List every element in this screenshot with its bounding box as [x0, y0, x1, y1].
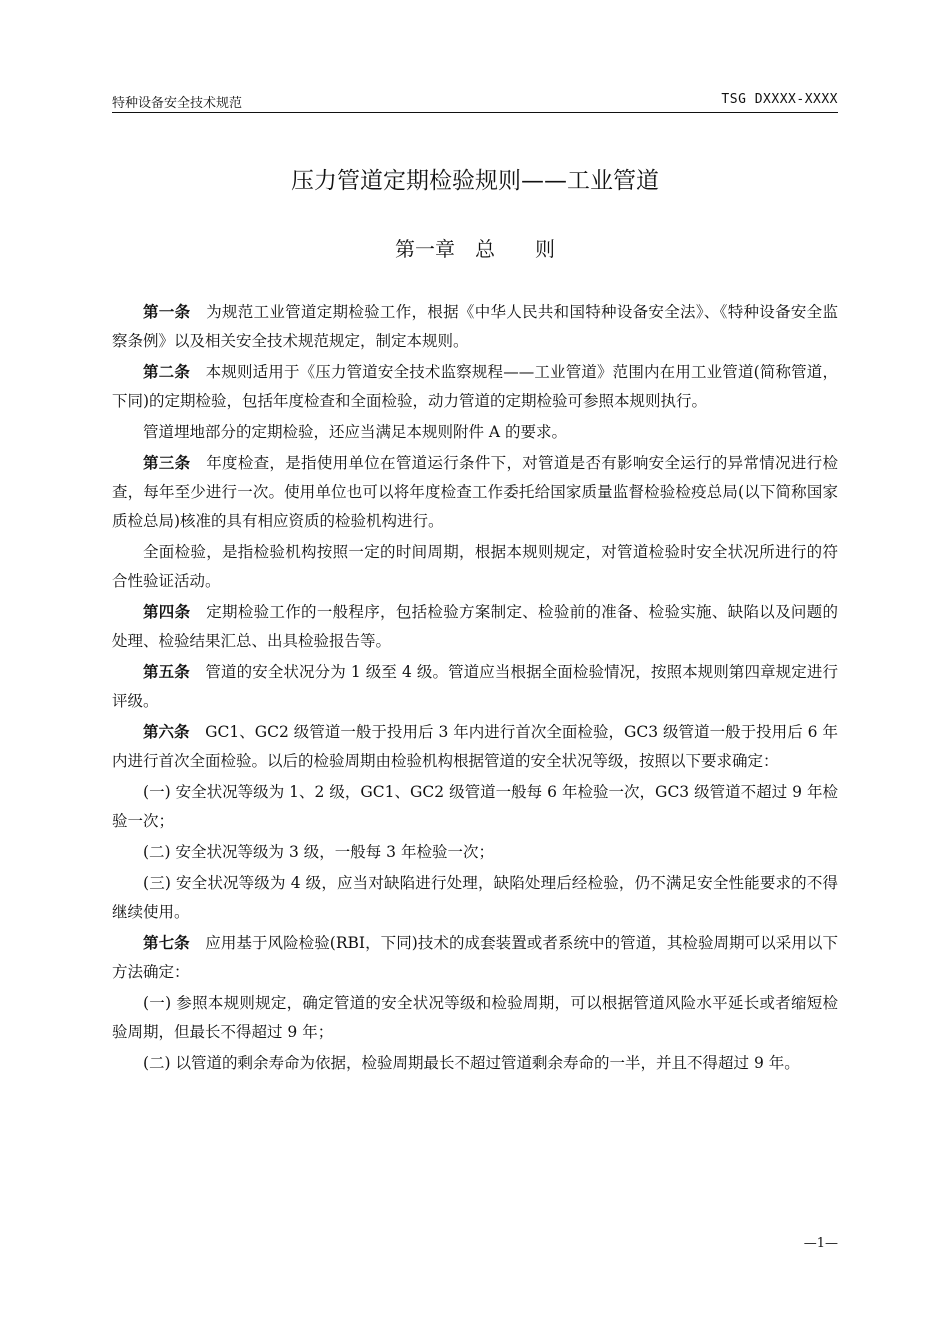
- paragraph: [112, 1049, 838, 1078]
- paragraph: [112, 598, 838, 656]
- article-label: 第四条: [143, 603, 191, 621]
- article-label: 第三条: [143, 454, 191, 472]
- paragraph: [112, 418, 838, 447]
- paragraph: [112, 989, 838, 1047]
- paragraph-text: (二) 以管道的剩余寿命为依据，检验周期最长不超过管道剩余寿命的一半，并且不得超过 9 年。: [143, 1054, 800, 1072]
- paragraph-text: 全面检验，是指检验机构按照一定的时间周期，根据本规则规定，对管道检验时安全状况所进行的符合性验证活动。: [112, 543, 838, 590]
- paragraph-text: GC1、GC2 级管道一般于投用后 3 年内进行首次全面检验，GC3 级管道一般于投用后 6 年内进行首次全面检验。以后的检验周期由检验机构根据管道的安全状况等级，按照以下要求确定：: [112, 723, 838, 770]
- paragraph-text: 定期检验工作的一般程序，包括检验方案制定、检验前的准备、检验实施、缺陷以及问题的处理、检验结果汇总、出具检验报告等。: [112, 603, 838, 650]
- paragraph: [112, 869, 838, 927]
- article-label: 第六条: [143, 723, 190, 741]
- paragraph: [112, 449, 838, 536]
- paragraph-text: 本规则适用于《压力管道安全技术监察规程——工业管道》范围内在用工业管道(简称管道，下同)的定期检验，包括年度检查和全面检验，动力管道的定期检验可参照本规则执行。: [112, 363, 838, 410]
- chapter-name: 总 则: [475, 237, 555, 261]
- paragraph: [112, 718, 838, 776]
- paragraph: [112, 538, 838, 596]
- paragraph: [112, 929, 838, 987]
- article-label: 第五条: [143, 663, 190, 681]
- article-label: 第二条: [143, 363, 190, 381]
- paragraph-text: 管道埋地部分的定期检验，还应当满足本规则附件 A 的要求。: [143, 423, 568, 441]
- document-body: [112, 298, 838, 1080]
- paragraph-text: (二) 安全状况等级为 3 级，一般每 3 年检验一次；: [143, 843, 494, 861]
- paragraph-text: 管道的安全状况分为 1 级至 4 级。管道应当根据全面检验情况，按照本规则第四章规定进行评级。: [112, 663, 838, 710]
- paragraph: [112, 298, 838, 356]
- paragraph-text: (一) 安全状况等级为 1、2 级，GC1、GC2 级管道一般每 6 年检验一次，GC3 级管道不超过 9 年检验一次；: [112, 783, 838, 830]
- paragraph-text: 为规范工业管道定期检验工作，根据《中华人民共和国特种设备安全法》、《特种设备安全监察条例》以及相关安全技术规范规定，制定本规则。: [112, 303, 838, 350]
- paragraph: [112, 358, 838, 416]
- header-left-text: 特种设备安全技术规范: [112, 96, 243, 111]
- chapter-number: 第一章: [395, 237, 455, 261]
- paragraph: [112, 658, 838, 716]
- page-number: —1—: [803, 1236, 838, 1251]
- paragraph-text: 年度检查，是指使用单位在管道运行条件下，对管道是否有影响安全运行的异常情况进行检查，每年至少进行一次。使用单位也可以将年度检查工作委托给国家质量监督检验检疫总局(以下简称国家质检总局)核准的具有相应资质的检验机构进行。: [112, 454, 838, 530]
- paragraph-text: (三) 安全状况等级为 4 级，应当对缺陷进行处理，缺陷处理后经检验，仍不满足安全性能要求的不得继续使用。: [112, 874, 838, 921]
- document-title: 压力管道定期检验规则——工业管道: [291, 168, 659, 194]
- article-label: 第七条: [143, 934, 190, 952]
- paragraph: [112, 778, 838, 836]
- paragraph: [112, 838, 838, 867]
- header-standard-code: TSG DXXXX-XXXX: [721, 92, 838, 107]
- paragraph-text: (一) 参照本规则规定，确定管道的安全状况等级和检验周期，可以根据管道风险水平延长或者缩短检验周期，但最长不得超过 9 年；: [112, 994, 838, 1041]
- header-rule: [112, 112, 838, 113]
- page-header: [112, 92, 838, 114]
- chapter-heading: [112, 233, 838, 262]
- paragraph-text: 应用基于风险检验(RBI，下同)技术的成套装置或者系统中的管道，其检验周期可以采用以下方法确定：: [112, 934, 838, 981]
- article-label: 第一条: [143, 303, 191, 321]
